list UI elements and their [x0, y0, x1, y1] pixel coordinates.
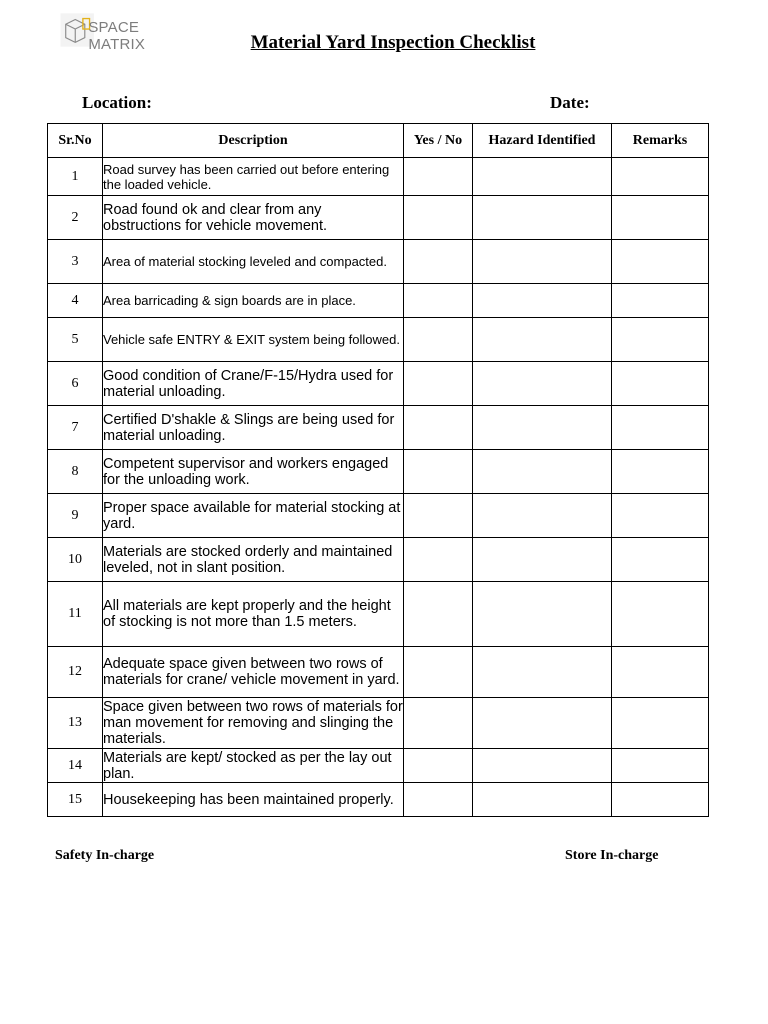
row-description: Area barricading & sign boards are in place.: [103, 284, 404, 318]
row-number: 12: [48, 647, 103, 698]
remarks-cell[interactable]: [612, 406, 709, 450]
row-description: Good condition of Crane/F-15/Hydra used for material unloading.: [103, 362, 404, 406]
row-description: Competent supervisor and workers engaged for the unloading work.: [103, 450, 404, 494]
table-row: [48, 749, 709, 783]
table-row: [48, 318, 709, 362]
table-row: [48, 362, 709, 406]
header-yes-no: Yes / No: [404, 124, 473, 158]
yes-no-cell[interactable]: [404, 318, 473, 362]
table-row: [48, 582, 709, 647]
store-incharge-label: Store In-charge: [565, 848, 659, 863]
row-description: Vehicle safe ENTRY & EXIT system being followed.: [103, 318, 404, 362]
yes-no-cell[interactable]: [404, 240, 473, 284]
row-description: Road found ok and clear from any obstructions for vehicle movement.: [103, 196, 404, 240]
remarks-cell[interactable]: [612, 783, 709, 817]
hazard-cell[interactable]: [473, 698, 612, 749]
hazard-cell[interactable]: [473, 450, 612, 494]
remarks-cell[interactable]: [612, 284, 709, 318]
hazard-cell[interactable]: [473, 362, 612, 406]
hazard-cell[interactable]: [473, 196, 612, 240]
hazard-cell[interactable]: [473, 582, 612, 647]
row-number: 1: [48, 158, 103, 196]
yes-no-cell[interactable]: [404, 362, 473, 406]
remarks-cell[interactable]: [612, 494, 709, 538]
inspection-table: [47, 123, 709, 817]
table-row: [48, 698, 709, 749]
row-number: 10: [48, 538, 103, 582]
hazard-cell[interactable]: [473, 406, 612, 450]
hazard-cell[interactable]: [473, 749, 612, 783]
row-description: Certified D'shakle & Slings are being used for material unloading.: [103, 406, 404, 450]
location-label: Location:: [82, 93, 152, 112]
yes-no-cell[interactable]: [404, 284, 473, 318]
yes-no-cell[interactable]: [404, 494, 473, 538]
hazard-cell[interactable]: [473, 494, 612, 538]
remarks-cell[interactable]: [612, 647, 709, 698]
header-remarks: Remarks: [612, 124, 709, 158]
hazard-cell[interactable]: [473, 647, 612, 698]
logo-text: SPACE MATRIX: [88, 19, 146, 53]
remarks-cell[interactable]: [612, 362, 709, 406]
yes-no-cell[interactable]: [404, 783, 473, 817]
header-srno: Sr.No: [48, 124, 103, 158]
remarks-cell[interactable]: [612, 158, 709, 196]
table-row: [48, 538, 709, 582]
yes-no-cell[interactable]: [404, 647, 473, 698]
remarks-cell[interactable]: [612, 450, 709, 494]
remarks-cell[interactable]: [612, 538, 709, 582]
hazard-cell[interactable]: [473, 240, 612, 284]
table-row: [48, 450, 709, 494]
row-description: Road survey has been carried out before entering the loaded vehicle.: [103, 158, 404, 196]
yes-no-cell[interactable]: [404, 450, 473, 494]
row-number: 4: [48, 284, 103, 318]
row-number: 2: [48, 196, 103, 240]
row-description: Space given between two rows of materials for man movement for removing and slinging the materials.: [103, 699, 403, 747]
header-hazard: Hazard Identified: [473, 124, 612, 158]
hazard-cell[interactable]: [473, 318, 612, 362]
date-label: Date:: [550, 93, 590, 112]
remarks-cell[interactable]: [612, 582, 709, 647]
row-description: Adequate space given between two rows of materials for crane/ vehicle movement in yard.: [103, 647, 404, 698]
row-description: Materials are stocked orderly and maintained leveled, not in slant position.: [103, 538, 404, 582]
table-row: [48, 494, 709, 538]
table-row: [48, 284, 709, 318]
row-description: Materials are kept/ stocked as per the lay out plan.: [103, 749, 404, 783]
table-row: [48, 158, 709, 196]
row-number: 14: [48, 749, 103, 783]
row-description: Area of material stocking leveled and compacted.: [103, 240, 404, 284]
yes-no-cell[interactable]: [404, 749, 473, 783]
yes-no-cell[interactable]: [404, 196, 473, 240]
row-number: 5: [48, 318, 103, 362]
hazard-cell[interactable]: [473, 158, 612, 196]
yes-no-cell[interactable]: [404, 538, 473, 582]
header-description: Description: [103, 124, 404, 158]
table-row: [48, 406, 709, 450]
remarks-cell[interactable]: [612, 698, 709, 749]
row-number: 3: [48, 240, 103, 284]
row-description: Housekeeping has been maintained properly.: [103, 783, 404, 817]
hazard-cell[interactable]: [473, 783, 612, 817]
yes-no-cell[interactable]: [404, 582, 473, 647]
remarks-cell[interactable]: [612, 749, 709, 783]
row-number: 8: [48, 450, 103, 494]
page-title: Material Yard Inspection Checklist: [250, 32, 536, 53]
hazard-cell[interactable]: [473, 284, 612, 318]
remarks-cell[interactable]: [612, 318, 709, 362]
safety-incharge-label: Safety In-charge: [55, 848, 155, 863]
yes-no-cell[interactable]: [404, 406, 473, 450]
row-number: 7: [48, 406, 103, 450]
yes-no-cell[interactable]: [404, 698, 473, 749]
row-number: 11: [48, 582, 103, 647]
table-row: [48, 196, 709, 240]
row-description: All materials are kept properly and the height of stocking is not more than 1.5 meters.: [103, 582, 404, 647]
hazard-cell[interactable]: [473, 538, 612, 582]
table-row: [48, 240, 709, 284]
row-number: 9: [48, 494, 103, 538]
row-number: 13: [48, 698, 103, 749]
remarks-cell[interactable]: [612, 196, 709, 240]
row-number: 15: [48, 783, 103, 817]
row-number: 6: [48, 362, 103, 406]
remarks-cell[interactable]: [612, 240, 709, 284]
table-header-row: [48, 124, 709, 158]
table-row: [48, 647, 709, 698]
yes-no-cell[interactable]: [404, 158, 473, 196]
row-description: Proper space available for material stocking at yard.: [103, 494, 404, 538]
table-row: [48, 783, 709, 817]
